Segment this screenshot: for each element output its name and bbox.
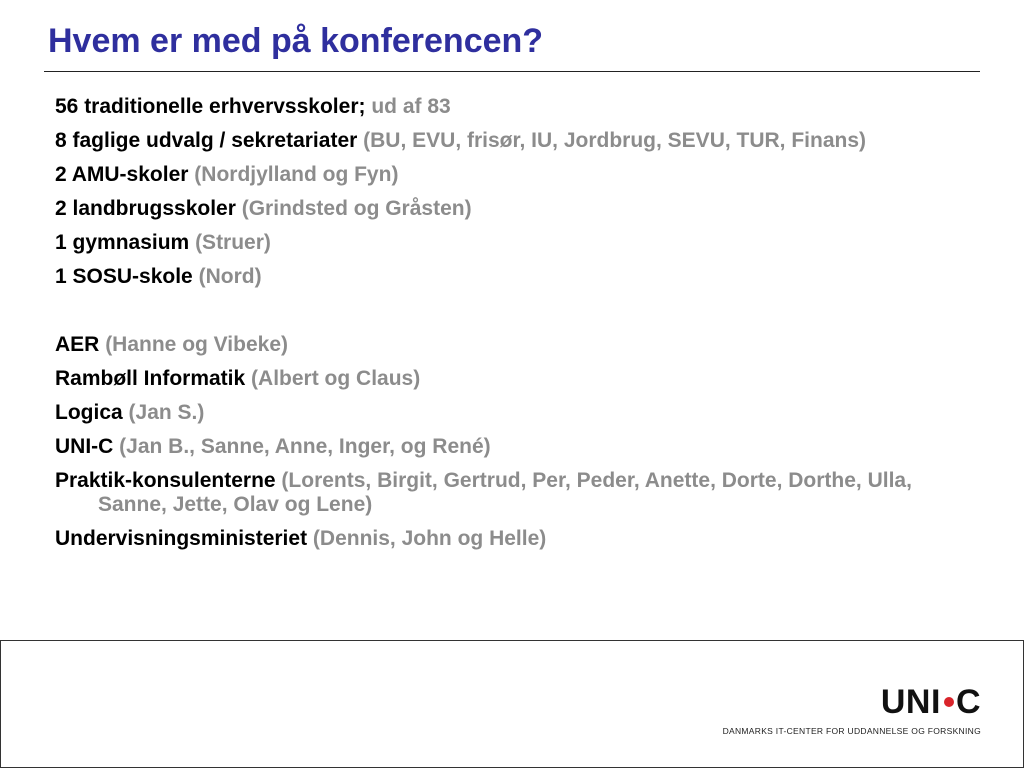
item-detail-text: (Albert og Claus) bbox=[251, 367, 421, 390]
list-item bbox=[55, 95, 965, 119]
item-main-text: 1 gymnasium bbox=[55, 231, 190, 254]
item-detail-text: (Hanne og Vibeke) bbox=[105, 333, 289, 356]
item-detail-text: (Nordjylland og Fyn) bbox=[194, 163, 399, 186]
list-item bbox=[55, 265, 965, 289]
list-item bbox=[55, 435, 965, 459]
list-item bbox=[55, 333, 965, 357]
item-main-text: Undervisningsministeriet bbox=[55, 527, 308, 550]
item-main-text: 56 traditionelle erhvervsskoler; bbox=[55, 95, 366, 118]
item-main-text: Praktik-konsulenterne bbox=[55, 469, 276, 492]
list-item bbox=[55, 367, 965, 391]
item-main-text: 8 faglige udvalg / sekretariater bbox=[55, 129, 358, 152]
list-item bbox=[55, 527, 965, 551]
participant-list bbox=[55, 95, 965, 561]
red-dot-icon bbox=[944, 697, 954, 707]
logo-wordmark bbox=[881, 684, 981, 720]
uni-c-logo bbox=[691, 684, 981, 744]
item-detail-text: (Jan S.) bbox=[128, 401, 205, 424]
list-item bbox=[55, 129, 965, 153]
slide-title: Hvem er med på konferencen? bbox=[48, 22, 544, 60]
item-detail-text: (Jan B., Sanne, Anne, Inger, og René) bbox=[119, 435, 491, 458]
list-item bbox=[55, 231, 965, 255]
item-detail-text: (Nord) bbox=[198, 265, 262, 288]
list-item bbox=[55, 163, 965, 187]
item-detail-text: (Lorents, Birgit, Gertrud, Per, Peder, Anette, Dorte, Dorthe, Ulla, Sanne, Jette, Olav og Lene) bbox=[98, 469, 912, 516]
list-item bbox=[55, 197, 965, 221]
list-item bbox=[55, 401, 965, 425]
item-main-text: Rambøll Informatik bbox=[55, 367, 246, 390]
title-divider bbox=[44, 71, 980, 72]
item-detail-text: (Dennis, John og Helle) bbox=[312, 527, 547, 550]
item-detail-text: ud af 83 bbox=[371, 95, 451, 118]
item-detail-text: (Grindsted og Gråsten) bbox=[241, 197, 472, 220]
item-main-text: 2 landbrugsskoler bbox=[55, 197, 236, 220]
logo-tagline: DANMARKS IT-CENTER FOR UDDANNELSE OG FORSKNING bbox=[722, 726, 981, 736]
list-item bbox=[55, 469, 965, 517]
item-detail-text: (Struer) bbox=[195, 231, 271, 254]
item-main-text: AER bbox=[55, 333, 100, 356]
logo-text-right: C bbox=[955, 683, 981, 721]
logo-text-left: UNI bbox=[880, 683, 941, 721]
item-main-text: 1 SOSU-skole bbox=[55, 265, 193, 288]
slide-footer bbox=[0, 640, 1024, 768]
item-detail-text: (BU, EVU, frisør, IU, Jordbrug, SEVU, TUR, Finans) bbox=[363, 129, 867, 152]
item-main-text: UNI-C bbox=[55, 435, 114, 458]
item-main-text: 2 AMU-skoler bbox=[55, 163, 189, 186]
item-main-text: Logica bbox=[55, 401, 123, 424]
